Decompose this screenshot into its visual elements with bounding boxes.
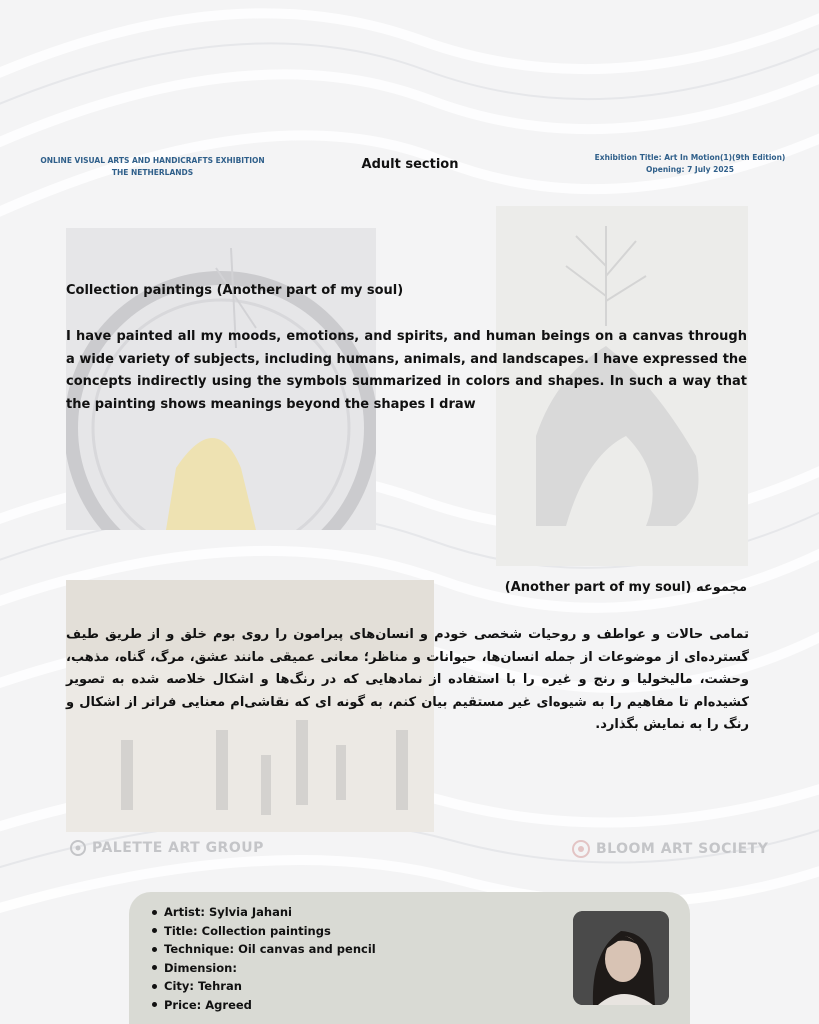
artist-portrait <box>573 911 669 1005</box>
technique-text: Technique: Oil canvas and pencil <box>164 942 376 956</box>
organizer-name: ONLINE VISUAL ARTS AND HANDICRAFTS EXHIBITION <box>40 156 265 165</box>
price-text: Price: Agreed <box>164 997 252 1012</box>
technique-item <box>152 940 376 959</box>
palette-watermark-text: PALETTE ART GROUP <box>92 840 264 856</box>
city-item <box>152 977 376 996</box>
palette-art-group-watermark <box>70 840 264 856</box>
price-item <box>152 996 376 1015</box>
organizer-country: THE NETHERLANDS <box>111 168 194 177</box>
section-title: Adult section <box>361 157 459 172</box>
bullet-icon <box>152 965 157 970</box>
bullet-icon <box>152 910 157 915</box>
artwork-title-text: Title: Collection paintings <box>164 923 331 938</box>
portrait-image <box>573 911 669 1005</box>
artist-info-list <box>152 903 376 1014</box>
bullet-icon <box>152 928 157 933</box>
dimension-item <box>152 959 376 978</box>
bullet-icon <box>152 1002 157 1007</box>
exhibition-title: Exhibition Title: Art In Motion(1)(9th Edition) <box>594 153 786 162</box>
bloom-art-society-watermark <box>572 840 768 858</box>
exhibition-organizer-header <box>20 155 285 179</box>
artwork-title-item <box>152 922 376 941</box>
english-title: Collection paintings (Another part of my soul) <box>66 283 404 298</box>
persian-description: تمامی حالات و عواطف و روحیات شخصی خودم و انسان‌های پیرامون را روی بوم خلق و از طریق طیف گسترده‌ای از موضوعات از جمله انسان‌ها، حیوانات و مناظر؛ معانی عمیقی مانند عشق، مرگ، گناه، مذهب، وحشت، مالیخولیا و رنج و غیره را با استفاده از نمادهایی که در رنگ‌ها و اشکال خلاصه شده به تصویر کشیده‌ام تا مفاهیم را به شیوه‌ای غیر مستقیم بیان کنم، به گونه ای که نقاشی‌ام معنایی فراتر از اشکال و رنگ را به نمایش بگذارد. <box>66 627 749 732</box>
exhibition-info-header <box>575 152 805 176</box>
artist-name-item <box>152 903 376 922</box>
city-text: City: Tehran <box>164 979 242 993</box>
bullet-icon <box>152 947 157 952</box>
dimension-text: Dimension: <box>164 960 237 975</box>
bloom-watermark-text: BLOOM ART SOCIETY <box>596 841 769 857</box>
exhibition-opening: Opening: 7 July 2025 <box>646 165 734 174</box>
artist-name-text: Artist: Sylvia Jahani <box>164 905 292 919</box>
english-description: I have painted all my moods, emotions, and spirits, and human beings on a canvas through a wide variety of subjects, including humans, animals, and landscapes. I have expressed the concepts indirectly using the symbols summarized in colors and shapes. In such a way that the painting shows meanings beyond the shapes I draw <box>66 329 747 412</box>
palette-logo-icon <box>70 840 86 856</box>
persian-title: مجموعه (Another part of my soul) <box>504 580 747 595</box>
bullet-icon <box>152 984 157 989</box>
bloom-logo-icon <box>572 840 590 858</box>
